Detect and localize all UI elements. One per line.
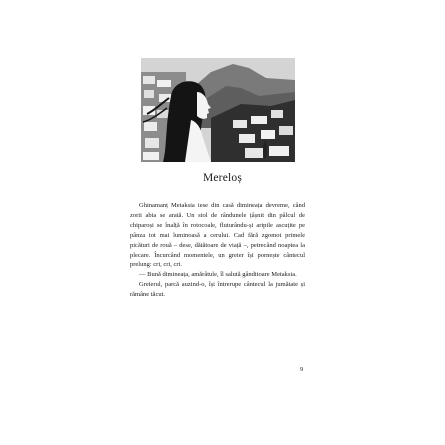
chapter-title: Mereloș — [202, 172, 243, 184]
chapter-body — [130, 201, 305, 300]
paragraph: Greierul, parcă auzind-o, își întrerupe cântecul la jumătate și rămâne tăcut. — [130, 281, 305, 299]
paragraph: Ghinamanț Metaksia iese din casă dimineața devreme, când zorii abia se arată. Un stol de rândunele țâșnit din pâlcul de chiparoși se înalță în rotocoale, fluturându-și aripile ascuțite pe pânza tot mai luminoasă a cerului. Cad fără zgomot primele picături de rouă – dese, dătătoare de viață –, petrecând noaptea la plecare. Încurcând momentele, un greier își pornește cântecul prelung: cri, cri, cri. — [130, 202, 305, 269]
woman-landscape-illustration-icon — [141, 58, 295, 162]
page-number: 9 — [300, 366, 304, 373]
paragraph: — Bună dimineața, amărâtule, îl salută gânditoare Metaksia. — [139, 271, 297, 279]
chapter-illustration — [141, 58, 295, 162]
